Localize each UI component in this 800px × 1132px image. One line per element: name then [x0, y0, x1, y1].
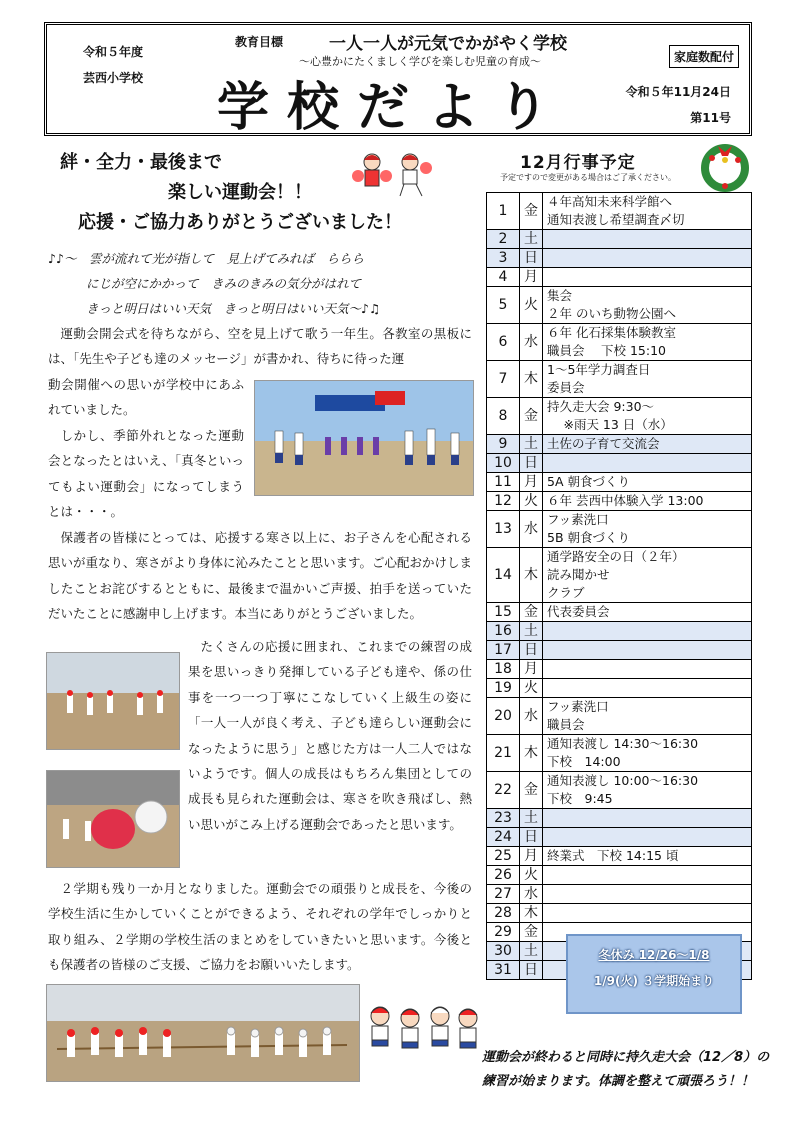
calendar-day: 4: [487, 268, 520, 287]
calendar-event-line: ※雨天 13 日（水）: [547, 417, 673, 432]
calendar-event: [543, 735, 752, 772]
calendar-weekday: 月: [520, 847, 543, 866]
paragraph-1b: 動会開催への思いが学校中にあふれていました。: [48, 377, 244, 418]
calendar-day: 8: [487, 398, 520, 435]
calendar-row: [487, 809, 752, 828]
calendar-row: [487, 193, 752, 230]
calendar-event-line: 代表委員会: [547, 604, 610, 619]
calendar-row: [487, 435, 752, 454]
calendar-weekday: 金: [520, 923, 543, 942]
calendar-weekday: 月: [520, 660, 543, 679]
calendar-note: 予定ですので変更がある場合はご了承ください。: [500, 173, 676, 182]
calendar-weekday: 土: [520, 230, 543, 249]
calendar-day: 5: [487, 287, 520, 324]
calendar-event: [543, 361, 752, 398]
calendar-row: [487, 828, 752, 847]
calendar-row: [487, 268, 752, 287]
calendar-day: 13: [487, 511, 520, 548]
calendar-weekday: 水: [520, 698, 543, 735]
winter-break-dates: 冬休み 12/26～1/8: [598, 948, 710, 962]
wreath-icon: [698, 140, 752, 194]
calendar-row: [487, 324, 752, 361]
calendar-row: [487, 679, 752, 698]
calendar-event: [543, 511, 752, 548]
calendar-event-line: 通知表渡し 10:00～16:30: [547, 773, 699, 788]
paragraph-2: しかし、季節外れとなった運動会となったとはいえ、「真冬といってもよい運動会」になってしまうとは・・・。: [48, 428, 244, 520]
calendar-event-line: 委員会: [547, 380, 585, 395]
paragraph-5: ２学期も残り一か月となりました。運動会での頑張りと成長を、今後の学校生活に生かしていくことができるよう、それぞれの学年でしっかりと取り組み、２学期の学校生活のまとめをしていきたいと思います。今後とも保護者の皆様のご支援、ご協力をお願いいたします。: [48, 881, 472, 973]
calendar-event-line: フッ素洗口: [547, 512, 609, 527]
calendar-weekday: 金: [520, 398, 543, 435]
calendar-row: [487, 548, 752, 603]
calendar-row: [487, 361, 752, 398]
calendar-day: 30: [487, 942, 520, 961]
calendar-event: [543, 473, 752, 492]
calendar-day: 15: [487, 603, 520, 622]
calendar-event: [543, 249, 752, 268]
song-lyrics-2: にじが空にかかって きみのきみの気分がはれて: [86, 276, 362, 291]
calendar-event-line: 下校 9:45: [547, 791, 613, 806]
calendar-day: 20: [487, 698, 520, 735]
calendar-event-line: 通知表渡し希望調査〆切: [547, 212, 685, 227]
calendar-event: [543, 548, 752, 603]
headline-line-2: 楽しい運動会！！: [168, 182, 312, 203]
calendar-row: [487, 473, 752, 492]
calendar-event: [543, 828, 752, 847]
calendar-event-line: [547, 885, 751, 903]
calendar-weekday: 土: [520, 622, 543, 641]
calendar-weekday: 木: [520, 904, 543, 923]
calendar-event-line: 職員会: [547, 717, 585, 732]
calendar-event: [543, 268, 752, 287]
calendar-event-line: [547, 866, 751, 884]
calendar-weekday: 金: [520, 603, 543, 622]
cheerleader-illustration: [352, 150, 436, 198]
calendar-event: [543, 324, 752, 361]
issue-number: 第11号: [690, 111, 731, 125]
calendar-event-line: 通知表渡し 14:30～16:30: [547, 736, 699, 751]
calendar-row: [487, 735, 752, 772]
calendar-event-line: 通学路安全の日（２年）: [547, 549, 685, 564]
calendar-weekday: 木: [520, 361, 543, 398]
calendar-event-line: 読み聞かせ: [547, 567, 610, 582]
photo-dance-performance: [254, 380, 474, 496]
calendar-weekday: 火: [520, 287, 543, 324]
calendar-event: [543, 492, 752, 511]
school-year: 令和５年度: [83, 45, 144, 59]
third-term-start: 1/9(火) ３学期始まり: [593, 974, 715, 988]
calendar-event: [543, 641, 752, 660]
calendar-day: 22: [487, 772, 520, 809]
calendar-event: [543, 230, 752, 249]
photo-ball-rolling: [46, 770, 180, 868]
issue-date: 令和５年11月24日: [625, 85, 731, 99]
calendar-event: [543, 398, 752, 435]
calendar-day: 26: [487, 866, 520, 885]
calendar-day: 23: [487, 809, 520, 828]
headline-line-3: 応援・ご協力ありがとうございました！: [78, 212, 402, 233]
calendar-event: [543, 772, 752, 809]
calendar-event: [543, 885, 752, 904]
calendar-event-line: ２年 のいち動物公園へ: [547, 306, 676, 321]
calendar-row: [487, 772, 752, 809]
calendar-row: [487, 660, 752, 679]
calendar-event: [543, 904, 752, 923]
calendar-event-line: 持久走大会 9:30～: [547, 399, 655, 414]
calendar-weekday: 日: [520, 828, 543, 847]
calendar-event: [543, 679, 752, 698]
calendar-event-line: 終業式 下校 14:15 頃: [547, 848, 679, 863]
calendar-event-line: ６年 芸西中体験入学 13:00: [547, 493, 704, 508]
calendar-event-line: 職員会 下校 15:10: [547, 343, 666, 358]
calendar-event: [543, 660, 752, 679]
calendar-row: [487, 904, 752, 923]
calendar-row: [487, 398, 752, 435]
calendar-weekday: 土: [520, 942, 543, 961]
education-goal: 一人一人が元気でかがやく学校: [329, 34, 567, 54]
calendar-weekday: 火: [520, 492, 543, 511]
calendar-row: [487, 885, 752, 904]
calendar-event: [543, 809, 752, 828]
calendar-day: 3: [487, 249, 520, 268]
calendar-weekday: 日: [520, 249, 543, 268]
calendar-row: [487, 230, 752, 249]
calendar-weekday: 日: [520, 961, 543, 980]
footer-note-2: 練習が始まります。体調を整えて頑張ろう！！: [482, 1074, 754, 1089]
paragraph-4: たくさんの応援に囲まれ、これまでの練習の成果を思いっきり発揮している子ども達や、係の仕事を一つ一つ丁寧にこなしていく上級生の姿に「一人一人が良く考え、子ども達らしい運動会になったように思う」と感じた方は一人二人ではないようです。個人の成長はもちろん集団としての成長も見られた運動会は、寒さを吹き飛ばし、熱い思いがこみ上げる運動会であったと思います。: [188, 639, 472, 832]
calendar-row: [487, 603, 752, 622]
calendar-event: [543, 622, 752, 641]
song-lyrics-1: ♪♪～ 雲が流れて光が指して 見上げてみれば ららら: [48, 251, 364, 266]
calendar-event-line: ６年 化石採集体験教室: [547, 325, 676, 340]
calendar-day: 17: [487, 641, 520, 660]
song-lyrics-3: きっと明日はいい天気 きっと明日はいい天気～♪♫: [86, 301, 381, 316]
calendar-event: [543, 603, 752, 622]
calendar-day: 16: [487, 622, 520, 641]
calendar-weekday: 火: [520, 866, 543, 885]
running-kids-illustration: [362, 1000, 484, 1060]
calendar-event-line: 5B 朝食づくり: [547, 530, 631, 545]
calendar-day: 14: [487, 548, 520, 603]
calendar-event-line: ４年高知未来科学館へ: [547, 194, 673, 209]
calendar-day: 29: [487, 923, 520, 942]
calendar-event-line: [547, 622, 751, 640]
calendar-event-line: [547, 679, 751, 697]
calendar-day: 18: [487, 660, 520, 679]
calendar-weekday: 月: [520, 473, 543, 492]
calendar-day: 1: [487, 193, 520, 230]
calendar-day: 10: [487, 454, 520, 473]
calendar-event: [543, 287, 752, 324]
calendar-event-line: [547, 268, 751, 286]
calendar-weekday: 日: [520, 641, 543, 660]
calendar-weekday: 月: [520, 268, 543, 287]
goal-label: 教育目標: [235, 35, 284, 49]
calendar-event-line: 下校 14:00: [547, 754, 621, 769]
calendar-event-line: 5A 朝食づくり: [547, 474, 630, 489]
calendar-row: [487, 622, 752, 641]
calendar-row: [487, 866, 752, 885]
newsletter-header: [44, 22, 752, 136]
paragraph-1a: 運動会開会式を待ちながら、空を見上げて歌う一年生。各教室の黒板には、「先生や子ども達のメッセージ」が書かれ、待ちに待った運: [48, 326, 472, 367]
calendar-weekday: 木: [520, 548, 543, 603]
calendar-weekday: 水: [520, 885, 543, 904]
december-schedule-table: [486, 192, 752, 980]
calendar-day: 24: [487, 828, 520, 847]
calendar-weekday: 火: [520, 679, 543, 698]
calendar-weekday: 水: [520, 511, 543, 548]
calendar-event-line: 集会: [547, 288, 573, 303]
calendar-weekday: 金: [520, 193, 543, 230]
calendar-weekday: 金: [520, 772, 543, 809]
calendar-event: [543, 435, 752, 454]
calendar-event-line: [547, 454, 751, 472]
calendar-weekday: 水: [520, 324, 543, 361]
calendar-event: [543, 866, 752, 885]
calendar-weekday: 土: [520, 809, 543, 828]
calendar-row: [487, 492, 752, 511]
school-name: 芸西小学校: [83, 71, 144, 85]
calendar-day: 19: [487, 679, 520, 698]
education-goal-sub: ～心豊かにたくましく学びを楽しむ児童の育成～: [299, 55, 541, 68]
calendar-weekday: 木: [520, 735, 543, 772]
calendar-day: 12: [487, 492, 520, 511]
headline-line-1: 絆・全力・最後まで: [60, 152, 222, 173]
calendar-event-line: [547, 809, 751, 827]
page-title: 学校だより: [217, 78, 568, 138]
calendar-weekday: 日: [520, 454, 543, 473]
calendar-event-line: 土佐の子育て交流会: [547, 436, 660, 451]
calendar-day: 31: [487, 961, 520, 980]
calendar-day: 9: [487, 435, 520, 454]
calendar-event: [543, 454, 752, 473]
calendar-row: [487, 698, 752, 735]
calendar-event-line: [547, 641, 751, 659]
calendar-day: 11: [487, 473, 520, 492]
calendar-row: [487, 249, 752, 268]
calendar-row: [487, 511, 752, 548]
calendar-event-line: クラブ: [547, 585, 585, 600]
winter-break-notice: [566, 934, 742, 1014]
calendar-event-line: 1～5年学力調査日: [547, 362, 651, 377]
calendar-weekday: 土: [520, 435, 543, 454]
calendar-day: 2: [487, 230, 520, 249]
calendar-event-line: [547, 230, 751, 248]
calendar-event-line: フッ素洗口: [547, 699, 609, 714]
calendar-row: [487, 847, 752, 866]
photo-tug-of-war: [46, 984, 360, 1082]
calendar-title: 12月行事予定: [520, 153, 636, 173]
calendar-row: [487, 454, 752, 473]
photo-relay-race: [46, 652, 180, 750]
calendar-event-line: [547, 249, 751, 267]
calendar-day: 27: [487, 885, 520, 904]
calendar-event: [543, 847, 752, 866]
calendar-day: 7: [487, 361, 520, 398]
distribution-badge: 家庭数配付: [669, 45, 739, 68]
calendar-event-line: [547, 660, 751, 678]
calendar-event: [543, 193, 752, 230]
calendar-row: [487, 287, 752, 324]
calendar-day: 28: [487, 904, 520, 923]
calendar-day: 6: [487, 324, 520, 361]
calendar-event: [543, 698, 752, 735]
calendar-event-line: [547, 904, 751, 922]
footer-note-1: 運動会が終わると同時に持久走大会（12／8）の: [482, 1050, 770, 1065]
calendar-event-line: [547, 828, 751, 846]
calendar-row: [487, 641, 752, 660]
paragraph-3: 保護者の皆様にとっては、応援する寒さ以上に、お子さんを心配される思いが重なり、寒さがより身体に沁みたことと思います。ご心配おかけしましたことお詫びするとともに、最後まで温かいご声援、拍手を送っていただいたことに感謝申し上げます。本当にありがとうございました。: [48, 530, 473, 622]
calendar-day: 21: [487, 735, 520, 772]
calendar-day: 25: [487, 847, 520, 866]
